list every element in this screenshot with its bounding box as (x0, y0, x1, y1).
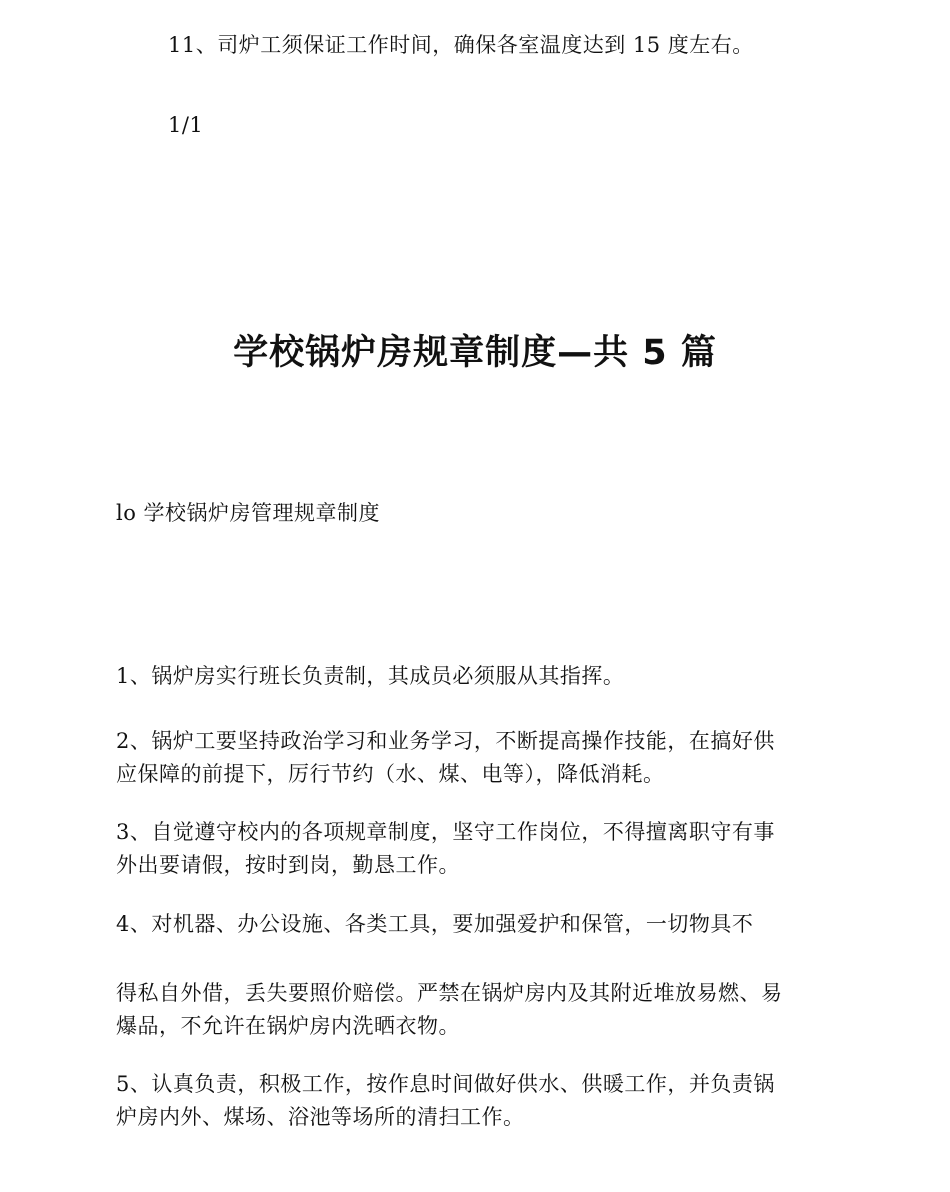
rule-3-line-2: 外出要请假，按时到岗，勤恳工作。 (116, 853, 460, 877)
section-heading: lo 学校锅炉房管理规章制度 (116, 501, 381, 525)
rule-4-line-2: 得私自外借，丢失要照价赔偿。严禁在锅炉房内及其附近堆放易燃、易 (116, 981, 783, 1005)
rule-11-text: 11、司炉工须保证工作时间，确保各室温度达到 15 度左右。 (168, 33, 754, 57)
rule-5-line-2: 炉房内外、煤场、浴池等场所的清扫工作。 (116, 1105, 525, 1129)
rule-3-line-1: 3、自觉遵守校内的各项规章制度，坚守工作岗位，不得擅离职守有事 (116, 820, 775, 844)
page-number: 1/1 (168, 113, 204, 137)
rule-2-line-2: 应保障的前提下，厉行节约（水、煤、电等），降低消耗。 (116, 762, 665, 786)
rule-2-line-1: 2、锅炉工要坚持政治学习和业务学习，不断提高操作技能，在搞好供 (116, 729, 775, 753)
document-title: 学校锅炉房规章制度—共 5 篇 (233, 333, 717, 373)
rule-5-line-1: 5、认真负责，积极工作，按作息时间做好供水、供暖工作，并负责锅 (116, 1072, 775, 1096)
rule-4-line-3: 爆品，不允许在锅炉房内洗晒衣物。 (116, 1014, 460, 1038)
rule-1-line-1: 1、锅炉房实行班长负责制，其成员必须服从其指挥。 (116, 664, 625, 688)
rule-4-line-1: 4、对机器、办公设施、各类工具，要加强爱护和保管，一切物具不 (116, 912, 754, 936)
